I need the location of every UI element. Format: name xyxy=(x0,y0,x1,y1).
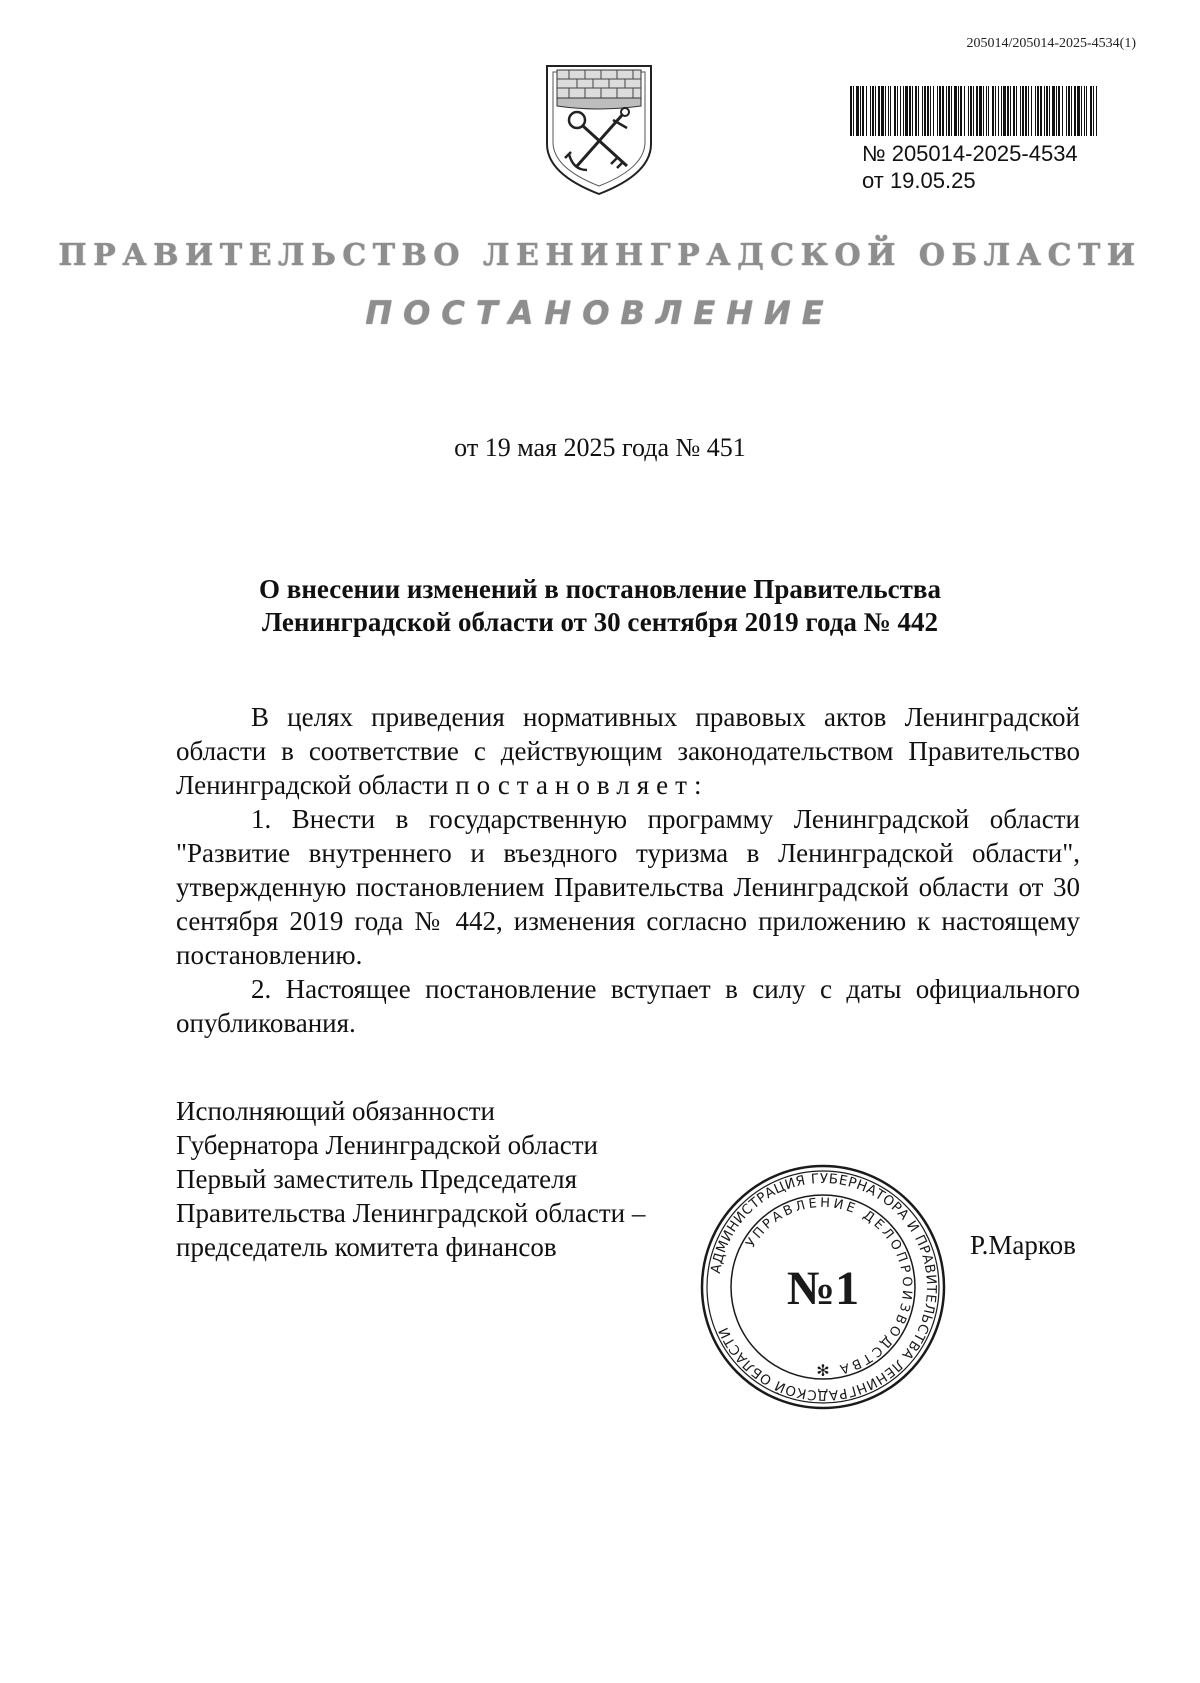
seal-outer-text: АДМИНИСТРАЦИЯ ГУБЕРНАТОРА И ПРАВИТЕЛЬСТВА ЛЕНИНГРАДСКОЙ ОБЛАСТИ xyxy=(707,1170,940,1404)
document-reference: 205014/205014-2025-4534(1) xyxy=(966,36,1136,51)
signatory-line: Правительства Ленинградской области – xyxy=(176,1198,646,1228)
resolution-subject xyxy=(0,573,1200,639)
preamble-text: В целях приведения нормативных правовых актов Ленинградской области в соответствие с действующим законодательством Правительство Ленинградской области xyxy=(176,702,1080,800)
item-1: 1. Внести в государственную программу Ленинградской области "Развитие внутреннего и въездного туризма в Ленинградской области", утвержденную постановлением Правительства Ленинградской области от 30 сентября 2019 года № 442, изменения согласно приложению к настоящему постановлению. xyxy=(176,804,1080,970)
svg-text:✻: ✻ xyxy=(816,1361,830,1380)
registration-number: № 205014-2025-4534 xyxy=(862,141,1078,166)
signatory-line: Губернатора Ленинградской области xyxy=(176,1130,598,1160)
resolution-body xyxy=(176,700,1080,1040)
coat-of-arms-icon xyxy=(543,62,655,198)
preamble-paragraph xyxy=(176,700,1080,802)
seal-inner-text: УПРАВЛЕНИЕ ДЕЛОПРОИЗВОДСТВА xyxy=(743,1195,915,1377)
signatory-line: Исполняющий обязанности xyxy=(176,1096,495,1126)
signatory-name: Р.Марков xyxy=(970,1230,1076,1260)
subject-line-1: О внесении изменений в постановление Правительства xyxy=(259,574,941,604)
registration-stamp xyxy=(862,140,1078,194)
item-2: 2. Настоящее постановление вступает в силу с даты официального опубликования. xyxy=(176,974,1080,1038)
official-seal-stamp xyxy=(698,1162,948,1412)
signatory-position xyxy=(176,1094,645,1264)
signatory-line: Первый заместитель Председателя xyxy=(176,1164,578,1194)
resolution-date-number: от 19 мая 2025 года № 451 xyxy=(454,433,746,462)
barcode xyxy=(850,86,1100,136)
document-type: ПОСТАНОВЛЕНИЕ xyxy=(365,294,835,332)
resolves-word: постановляет: xyxy=(455,770,709,800)
subject-line-2: Ленинградской области от 30 сентября 2019 года № 442 xyxy=(261,607,939,637)
government-title: ПРАВИТЕЛЬСТВО ЛЕНИНГРАДСКОЙ ОБЛАСТИ xyxy=(58,238,1142,273)
signatory-line: председатель комитета финансов xyxy=(176,1232,557,1262)
seal-number: №1 xyxy=(786,1262,860,1315)
registration-date: от 19.05.25 xyxy=(862,168,976,193)
